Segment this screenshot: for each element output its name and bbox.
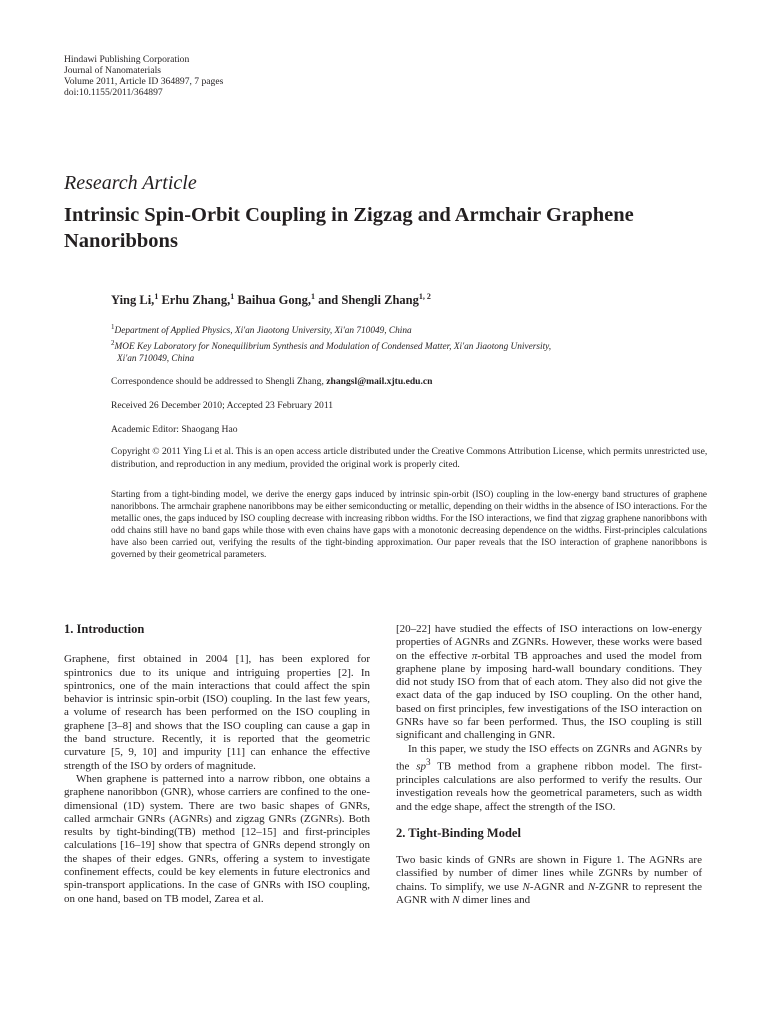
volume-info: Volume 2011, Article ID 364897, 7 pages — [64, 76, 224, 87]
doi[interactable]: doi:10.1155/2011/364897 — [64, 87, 163, 98]
publisher: Hindawi Publishing Corporation — [64, 54, 190, 65]
paper-title: Intrinsic Spin-Orbit Coupling in Zigzag and Armchair Graphene Nanoribbons — [64, 204, 634, 252]
author-name: Erhu Zhang, — [158, 293, 231, 308]
copyright: Copyright © 2011 Ying Li et al. This is an open access article distributed under the Creative Commons Attribution License, which permits unrestricted use, distribution, and reproduction in any medium, provided the original work is properly cited. — [111, 446, 708, 470]
affil-ref: 1 — [310, 292, 315, 301]
paragraph: [20–22] have studied the effects of ISO interactions on low-energy properties of AGNRs and ZGNRs. However, these works were based on the effective π-orbital TB approaches and used the model from graphene plane by imposing hard-wall boundary conditions. They did not study ISO from that of each atom. They also did not give the exact data of the gap induced by ISO coupling. On the other hand, based on first principles, few investigations of the ISO interaction on GNRs have so far been performed. Thus, the ISO coupling is still significant and challenging in GNR. — [396, 623, 702, 742]
section-heading: 1. Introduction — [64, 622, 145, 636]
affil-ref: 1 — [154, 292, 159, 301]
left-column — [64, 623, 370, 906]
paragraph: In this paper, we study the ISO effects on ZGNRs and AGNRs by the $sp^3$ TB method from a graphene ribbon model. The first-principles calculations are also performed to verify the results. Our investigation reveals how the geometrical parameters, such as width and the edge shape, affect the strength of the ISO. — [396, 742, 702, 813]
email-link[interactable]: zhangsl@mail.xjtu.edu.cn — [326, 376, 433, 387]
journal-header — [64, 54, 223, 98]
abstract: Starting from a tight-binding model, we derive the energy gaps induced by intrinsic spin-orbit (ISO) coupling in the low-energy band structures of graphene nanoribbons. The armchair graphene nanoribbons may be either semiconducting or metallic, depending on their widths in the absence of ISO interactions. For the metallic ones, the gaps induced by ISO coupling decrease with increasing ribbon widths. For the ISO interactions, we find that zigzag graphene nanoribbons with odd chains still have no band gaps while those with even chains have gaps with a monotonic decreasing dependence on the widths. First-principles calculations have also been carried out, verifying the results of the tight-binding approximation. Our paper reveals that the ISO interaction of graphene nanoribbons is governed by their geometrical parameters. — [111, 489, 707, 560]
affiliation-2: $^2$MOE Key Laboratory for Nonequilibrium Synthesis and Modulation of Condensed Matter, Xi'an Jiaotong University, Xi'an 710049, China — [111, 339, 552, 365]
author-name: and Shengli Zhang — [314, 293, 419, 308]
author-name: Baihua Gong, — [234, 293, 311, 308]
received-date: Received 26 December 2010; Accepted 23 February 2011 — [111, 400, 334, 411]
affiliations — [111, 321, 671, 365]
author-name: Ying Li, — [111, 293, 155, 308]
paragraph: Graphene, first obtained in 2004 [1], has been explored for spintronics due to its unique and intriguing properties [2]. In spintronics, one of the main interactions that could affect the spin behavior is intrinsic spin-orbit (ISO) coupling. In the last few years, a volume of research has been performed on the ISO coupling in graphene [3–8] and shows that the ISO coupling can cause a gap in the band structure. Recently, it is reported that the geometric curvature [5, 9, 10] and impurity [11] can enhance the effective strength of the ISO by orders of magnitude. — [64, 653, 370, 772]
right-column — [396, 623, 702, 907]
academic-editor: Academic Editor: Shaogang Hao — [111, 424, 238, 435]
correspondence: Correspondence should be addressed to Shengli Zhang, zhangsl@mail.xjtu.edu.cn — [111, 376, 433, 387]
affil-ref: 1, 2 — [418, 292, 431, 301]
author-list — [111, 292, 431, 308]
affiliation-1: $^1$Department of Applied Physics, Xi'an Jiaotong University, Xi'an 710049, China — [111, 323, 412, 337]
paragraph: Two basic kinds of GNRs are shown in Figure 1. The AGNRs are classified by number of dimer lines while ZGNRs by number of chains. To simplify, we use N-AGNR and N-ZGNR to represent the AGNR with N dimer lines and — [396, 854, 702, 906]
article-type: Research Article — [64, 172, 197, 194]
paragraph: When graphene is patterned into a narrow ribbon, one obtains a graphene nanoribbon (GNR), whose carriers are confined to the one-dimensional (1D) system. There are two basic shapes of GNRs, called armchair GNRs (AGNRs) and zigzag GNRs (ZGNRs). Both results by tight-binding(TB) method [12–15] and first-principles calculations [16–19] show that spectra of GNRs depend strongly on the shapes of their edges. GNRs, offering a system to investigate confinement effects, could be key elements in future electronics and spin-transport applications. In the case of GNRs with ISO coupling, on one hand, based on TB model, Zarea et al. — [64, 772, 370, 905]
figure-link[interactable]: Figure 1 — [582, 854, 622, 867]
journal-name: Journal of Nanomaterials — [64, 65, 161, 76]
section-heading: 2. Tight-Binding Model — [396, 825, 521, 840]
affil-ref: 1 — [230, 292, 235, 301]
